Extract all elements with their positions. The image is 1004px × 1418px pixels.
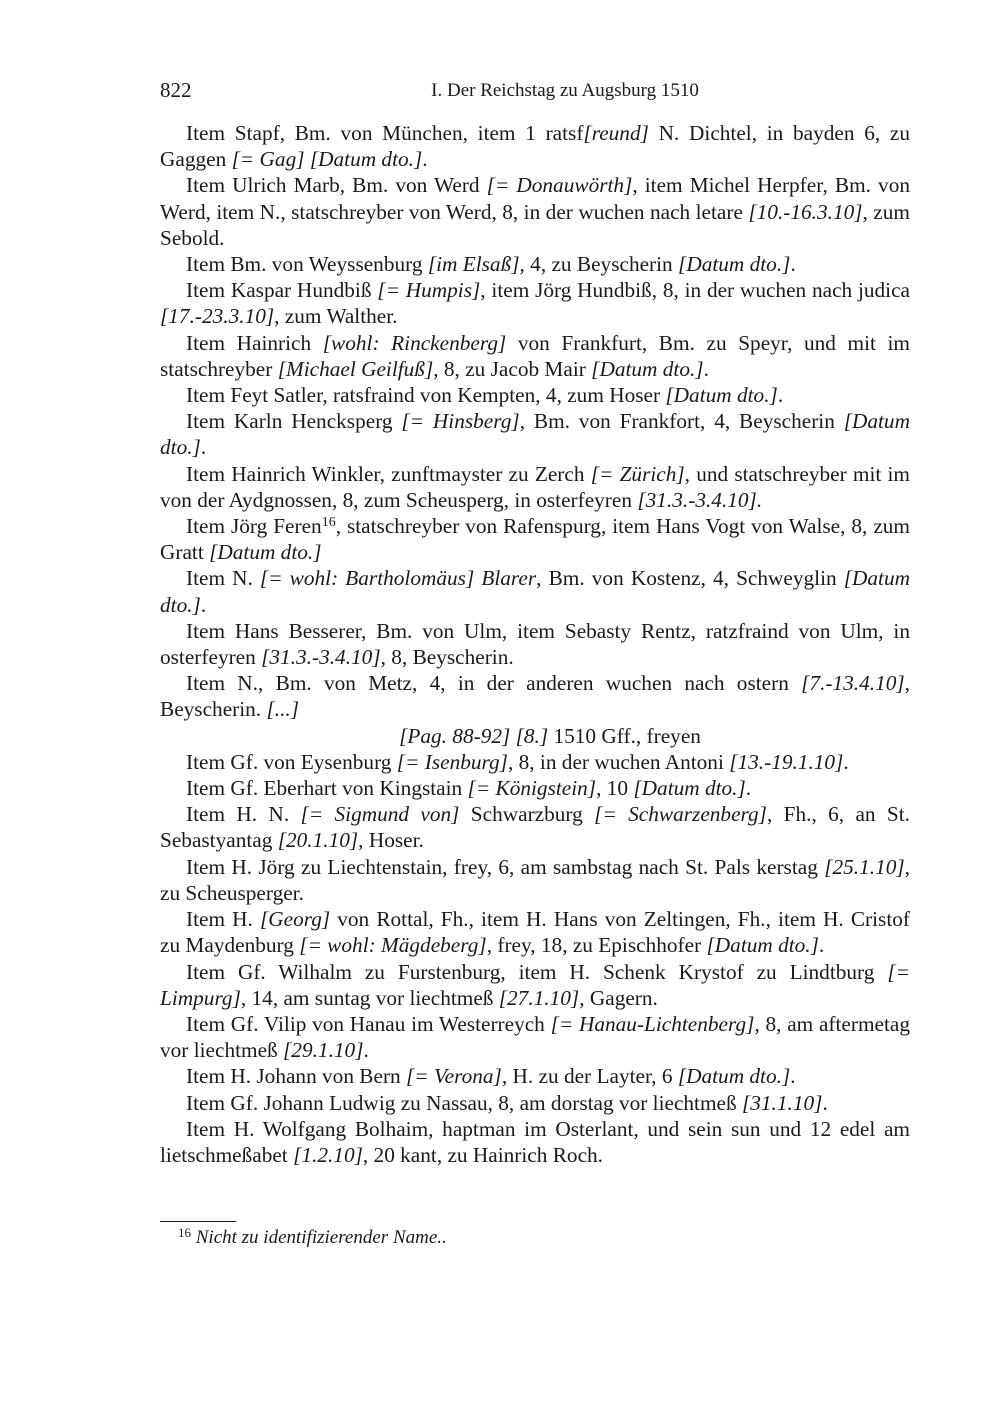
text-segment: Item Gf. Wilhalm zu Furstenburg, item H. Schenk Krystof zu Lindtburg	[186, 959, 888, 984]
editorial-annotation: [1.2.10]	[293, 1142, 363, 1167]
entry-paragraph	[160, 172, 910, 251]
text-segment: , 14, am suntag vor liechtmeß	[240, 985, 499, 1010]
text-segment: Item N.	[186, 566, 260, 591]
editorial-annotation: [= Königstein]	[467, 776, 597, 801]
editorial-annotation: [Datum dto.]	[160, 566, 910, 617]
text-segment: , item Jörg Hundbiß, 8, in der wuchen nach judica	[480, 278, 910, 303]
editorial-annotation: [Datum dto.]	[706, 933, 819, 958]
text-segment: .	[363, 1038, 369, 1063]
text-segment: Item Jörg Feren	[186, 514, 322, 539]
text-segment: Item Ulrich Marb, Bm. von Werd	[186, 173, 487, 198]
text-segment: von Frankfurt, Bm. zu Speyr, und mit im statschreyber	[160, 330, 910, 381]
entry-paragraph	[160, 251, 910, 277]
text-segment: 1510 Gff., freyen	[548, 723, 701, 748]
editorial-annotation: [= Limpurg]	[160, 959, 910, 1010]
editorial-annotation: [29.1.10]	[283, 1038, 364, 1063]
entry-paragraph	[160, 461, 910, 513]
text-segment: , 8, zu Jacob Mair	[433, 356, 592, 381]
entry-paragraph	[160, 618, 910, 670]
entry-paragraph	[160, 1116, 910, 1168]
text-segment: , zum Walther.	[274, 304, 398, 329]
entry-paragraph	[160, 565, 910, 617]
footnote-text: Nicht zu identifizierender Name..	[195, 1227, 447, 1248]
text-segment: , Bm. von Frankfort, 4, Beyscherin	[519, 409, 844, 434]
text-segment: Item H. N.	[186, 802, 301, 827]
text-segment: , item Michel Herpfer, Bm. von Werd, item N., statschreyber von Werd, 8, in der wuchen nach letare	[160, 173, 911, 224]
text-segment: , Fh., 6, an St. Sebastyantag	[160, 802, 910, 853]
entry-paragraph	[160, 670, 910, 722]
footnote	[178, 1226, 908, 1250]
entry-paragraph	[160, 1063, 910, 1089]
editorial-annotation: [10.-16.3.10]	[748, 199, 863, 224]
editorial-annotation: [Datum dto.]	[678, 252, 791, 277]
editorial-annotation: [13.-19.1.10]	[729, 749, 844, 774]
editorial-annotation: [Datum dto.]	[591, 356, 704, 381]
text-segment: Item Gf. Johann Ludwig zu Nassau, 8, am dorstag vor liechtmeß	[186, 1090, 742, 1115]
editorial-annotation: [17.-23.3.10]	[160, 304, 275, 329]
text-segment: , frey, 18, zu Epischhofer	[486, 933, 707, 958]
editorial-annotation: [= wohl: Mägdeberg]	[299, 933, 487, 958]
text-segment: , 8, in der wuchen Antoni	[507, 749, 730, 774]
entry-paragraph	[160, 959, 910, 1011]
footnote-reference: 16	[321, 515, 336, 531]
text-segment: .	[422, 147, 428, 172]
text-segment: Item H. Jörg zu Liechtenstain, frey, 6, am sambstag nach St. Pals kerstag	[186, 854, 825, 879]
text-segment: , zu Scheusperger.	[160, 854, 910, 905]
editorial-annotation: [7.-13.4.10]	[801, 671, 905, 696]
editorial-annotation: [= Sigmund von]	[300, 802, 460, 827]
text-segment: , 10	[596, 776, 634, 801]
editorial-annotation: [= Schwarzenberg]	[594, 802, 767, 827]
entry-paragraph	[160, 1011, 910, 1063]
text-segment: .	[200, 435, 207, 460]
entry-paragraph	[160, 382, 910, 408]
text-segment: .	[745, 776, 752, 801]
editorial-annotation: [Datum dto.]	[209, 540, 322, 565]
editorial-annotation: [= Humpis]	[377, 278, 481, 303]
editorial-annotation: [= Verona]	[406, 1064, 502, 1089]
entry-paragraph	[160, 749, 910, 775]
text-segment: Item Hainrich Winkler, zunftmayster zu Zerch	[186, 461, 591, 486]
editorial-annotation: [Datum dto.]	[160, 409, 910, 460]
entry-paragraph	[160, 801, 910, 853]
editorial-annotation: [Datum dto.]	[677, 1064, 791, 1089]
running-title: I. Der Reichstag zu Augsburg 1510	[431, 80, 699, 101]
text-segment: .	[777, 383, 784, 408]
editorial-annotation: [Datum dto.]	[665, 383, 778, 408]
text-segment: , statschreyber von Rafenspurg, item Hans Vogt von Walse, 8, zum Gratt	[160, 514, 910, 565]
editorial-annotation: [= Hinsberg]	[401, 409, 520, 434]
editorial-annotation: [reund]	[583, 121, 649, 145]
section-heading	[160, 723, 910, 749]
text-segment: Item H.	[186, 907, 260, 932]
text-segment: , 8, am aftermetag vor liechtmeß	[160, 1011, 910, 1063]
entry-paragraph	[160, 120, 910, 172]
text-segment: Item Stapf, Bm. von München, item 1 ratsf	[186, 121, 584, 145]
entry-paragraph	[160, 277, 910, 329]
page-header	[160, 78, 910, 108]
text-segment: , Beyscherin.	[160, 671, 910, 722]
entry-paragraph	[160, 513, 910, 565]
text-segment: , zum Sebold.	[160, 199, 910, 250]
text-segment: Item Gf. Vilip von Hanau im Westerreych	[186, 1011, 551, 1036]
entry-paragraph	[160, 854, 910, 906]
text-segment: Item Feyt Satler, ratsfraind von Kempten, 4, zum Hoser	[186, 383, 666, 408]
entry-paragraph	[160, 1090, 910, 1116]
editorial-annotation: [Michael Geilfuß]	[277, 356, 434, 381]
editorial-annotation: [31.3.-3.4.10].	[637, 487, 763, 512]
entry-paragraph	[160, 330, 910, 382]
editorial-annotation: [20.1.10]	[277, 828, 359, 853]
editorial-annotation: [25.1.10]	[824, 854, 905, 879]
page-number: 822	[160, 78, 192, 102]
editorial-annotation: [Datum dto.]	[633, 776, 746, 801]
editorial-annotation: [= Isenburg]	[396, 749, 508, 774]
text-segment: Item Bm. von Weyssenburg	[186, 252, 428, 277]
text-segment: , Hoser.	[358, 828, 424, 853]
entry-paragraph	[160, 408, 910, 460]
text-segment: , 8, Beyscherin.	[380, 645, 514, 670]
entry-paragraph	[160, 906, 910, 958]
text-segment: , 20 kant, zu Hainrich Roch.	[362, 1142, 604, 1167]
editorial-annotation: [= Gag] [Datum dto.]	[231, 147, 423, 172]
editorial-annotation: [27.1.10]	[498, 985, 580, 1010]
main-text	[160, 120, 910, 1168]
text-segment: , H. zu der Layter, 6	[501, 1064, 678, 1089]
editorial-annotation: [31.3.-3.4.10]	[261, 645, 381, 670]
text-segment: Item Karln Hencksperg	[186, 409, 402, 434]
text-segment: N. Dichtel, in bayden 6, zu Gaggen	[160, 121, 911, 172]
text-segment: .	[703, 356, 709, 381]
text-segment: .	[822, 1090, 828, 1115]
text-segment: Item Gf. von Eysenburg	[186, 749, 397, 774]
editorial-annotation: [31.1.10]	[741, 1090, 823, 1115]
editorial-annotation: [im Elsaß]	[427, 252, 520, 277]
text-segment: Item H. Wolfgang Bolhaim, haptman im Osterlant, und sein sun und 12 edel am lietschmeßabet	[160, 1116, 910, 1167]
text-segment: Item Hans Besserer, Bm. von Ulm, item Sebasty Rentz, ratzfraind von Ulm, in osterfeyren	[160, 618, 910, 670]
editorial-annotation: [...]	[266, 697, 300, 722]
text-segment: , und statschreyber mit im von der Aydgnossen, 8, zum Scheusperg, in osterfeyren	[160, 461, 910, 512]
text-segment: .	[790, 1064, 796, 1089]
editorial-annotation: [= Zürich]	[590, 461, 685, 486]
editorial-annotation: [= wohl: Bartholomäus] Blarer	[259, 566, 537, 591]
text-segment: .	[818, 933, 825, 958]
footnote-number: 16	[178, 1225, 191, 1240]
editorial-annotation: [Pag. 88-92] [8.]	[399, 723, 549, 748]
text-segment: Item H. Johann von Bern	[186, 1064, 407, 1089]
text-segment: Item Kaspar Hundbiß	[186, 278, 378, 303]
text-segment: von Rottal, Fh., item H. Hans von Zeltingen, Fh., item H. Cristof zu Maydenburg	[160, 907, 910, 958]
text-segment: , 4, zu Beyscherin	[519, 252, 679, 277]
text-segment: .	[200, 592, 207, 617]
text-segment: .	[843, 749, 849, 774]
text-segment: , Bm. von Kostenz, 4, Schweyglin	[536, 566, 844, 591]
text-segment: , Gagern.	[579, 985, 658, 1010]
text-segment: .	[790, 252, 796, 277]
entry-paragraph	[160, 775, 910, 801]
editorial-annotation: [= Hanau-Lichtenberg]	[550, 1011, 755, 1036]
text-segment: Item N., Bm. von Metz, 4, in der anderen wuchen nach ostern	[186, 671, 802, 696]
footnote-separator	[160, 1221, 236, 1222]
editorial-annotation: [wohl: Rinckenberg]	[322, 330, 507, 355]
editorial-annotation: [= Donauwörth]	[486, 173, 633, 198]
text-segment: Item Gf. Eberhart von Kingstain	[186, 776, 468, 801]
editorial-annotation: [Georg]	[259, 907, 331, 932]
text-segment: Item Hainrich	[186, 330, 323, 355]
text-segment: Schwarzburg	[459, 802, 595, 827]
